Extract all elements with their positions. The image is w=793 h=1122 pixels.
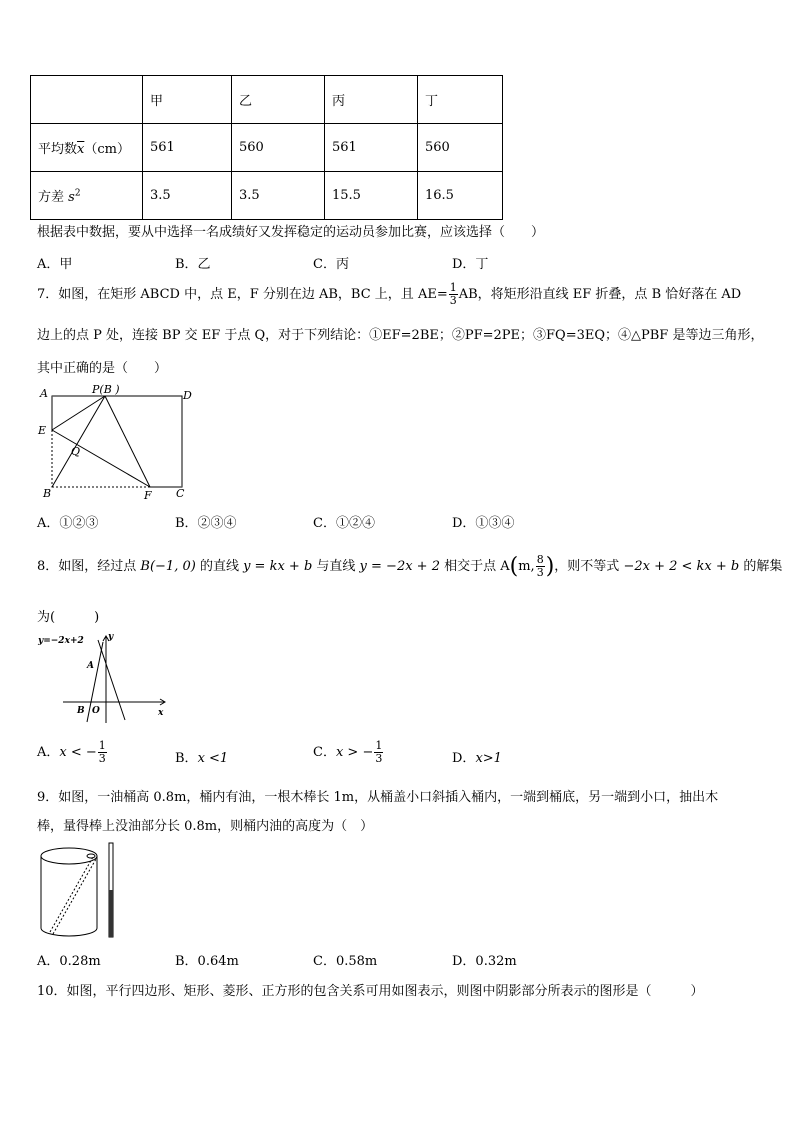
line-y-neg2x-plus2 [98,640,125,720]
q6-option-a[interactable]: A．甲 [37,257,73,272]
label-o: O [92,706,100,716]
table-cell: 561 [325,124,418,172]
label-x: x [158,708,164,718]
table-cell: 3.5 [143,172,232,220]
q8-option-b[interactable]: B．x <1 [175,751,229,766]
table-header-cell: 丙 [325,76,418,124]
q7-option-a[interactable]: A．①②③ [37,516,99,531]
segment-bp [52,396,105,487]
label-q: Q [71,445,81,458]
stick-inside-dashed-2 [53,859,96,934]
q9-line2: 棒，量得棒上没油部分长 0.8m，则桶内油的高度为（ ） [37,819,374,834]
label-y: y [108,632,114,642]
q9-option-c[interactable]: C．0.58m [313,954,378,969]
table-header-cell: 乙 [232,76,325,124]
row-label-mean: 平均数$\overline{x}(cm)$ [31,124,143,172]
label-line-eq: y=−2x+2 [38,636,84,646]
barrel-bottom [41,928,97,936]
stick-oil-part [109,890,113,937]
table-row [31,124,503,172]
label-a: A [87,661,94,671]
q7-line1: 7．如图，在矩形 ABCD 中，点 E，F 分别在边 AB，BC 上，且 AE= $\frac{1}{3}$ AB，将矩形沿直线 EF 折叠，点 B 恰好落在 AD [37,281,742,307]
q8-graph-figure [35,626,170,726]
q7-option-b[interactable]: B．②③④ [175,516,237,531]
q7-line2: 边上的点 P 处，连接 BP 交 EF 于点 Q，对于下列结论：①EF=2BE；②PF=2PE；③FQ=3EQ；④△PBF 是等边三角形， [37,328,764,343]
barrel-small-opening [87,854,95,858]
q8-option-d[interactable]: D．x>1 [452,751,502,766]
table-cell: 16.5 [418,172,503,220]
label-d: D [183,389,192,402]
q7-option-c[interactable]: C．①②④ [313,516,375,531]
q9-option-b[interactable]: B．0.64m [175,954,239,969]
q6-option-d[interactable]: D．丁 [452,257,489,272]
q6-option-c[interactable]: C．丙 [313,257,349,272]
segment-ef [52,430,150,487]
label-f: F [144,489,152,502]
segment-ep [52,396,105,430]
q9-option-a[interactable]: A．0.28m [37,954,101,969]
label-a: A [40,387,48,400]
q10-text: 10．如图，平行四边形、矩形、菱形、正方形的包含关系可用如图表示，则图中阴影部分所表示的图形是（ ） [37,984,704,999]
row-label-variance: 方差 $s^2$ [31,172,143,220]
table-header-row [31,76,503,124]
table-row [31,172,503,220]
label-b: B [43,487,52,500]
q9-option-d[interactable]: D．0.32m [452,954,517,969]
q9-oil-barrel-figure [38,840,123,942]
q8-option-c[interactable]: C．x > − $\frac{1}{3}$ [313,739,383,765]
score-table [30,75,503,220]
label-e: E [38,424,47,437]
label-b: B [77,706,85,716]
table-cell: 15.5 [325,172,418,220]
q9-line1: 9．如图，一油桶高 0.8m，桶内有油，一根木棒长 1m，从桶盖小口斜插入桶内，一端到桶底，另一端到小口，抽出木 [37,790,719,805]
q7-line3: 其中正确的是（ ） [37,361,168,376]
label-c: C [176,487,185,500]
table-cell: 561 [143,124,232,172]
table-cell: 560 [232,124,325,172]
q6-text: 根据表中数据，要从中选择一名成绩好又发挥稳定的运动员参加比赛，应该选择（ ） [37,225,545,240]
table-cell: 560 [418,124,503,172]
q8-option-a[interactable]: A．x < − $\frac{1}{3}$ [37,739,106,765]
q7-option-d[interactable]: D．①③④ [452,516,515,531]
label-p: P(B ) [92,383,120,396]
barrel-top [41,848,97,864]
q7-rectangle-figure [35,382,200,502]
table-header-cell: 丁 [418,76,503,124]
table-header-cell: 甲 [143,76,232,124]
q8-line2: 为( ) [37,610,100,625]
table-cell: 3.5 [232,172,325,220]
stick-inside-dashed [50,857,93,932]
q8-line1: 8．如图，经过点 B(−1, 0) 的直线 y = kx + b 与直线 y = −2x + 2 相交于点 A(m, $\frac{8}{3}$ )，则不等式 −2x + 2 < kx + b 的解集 [37,553,783,579]
q6-option-b[interactable]: B．乙 [175,257,211,272]
table-cell [31,76,143,124]
